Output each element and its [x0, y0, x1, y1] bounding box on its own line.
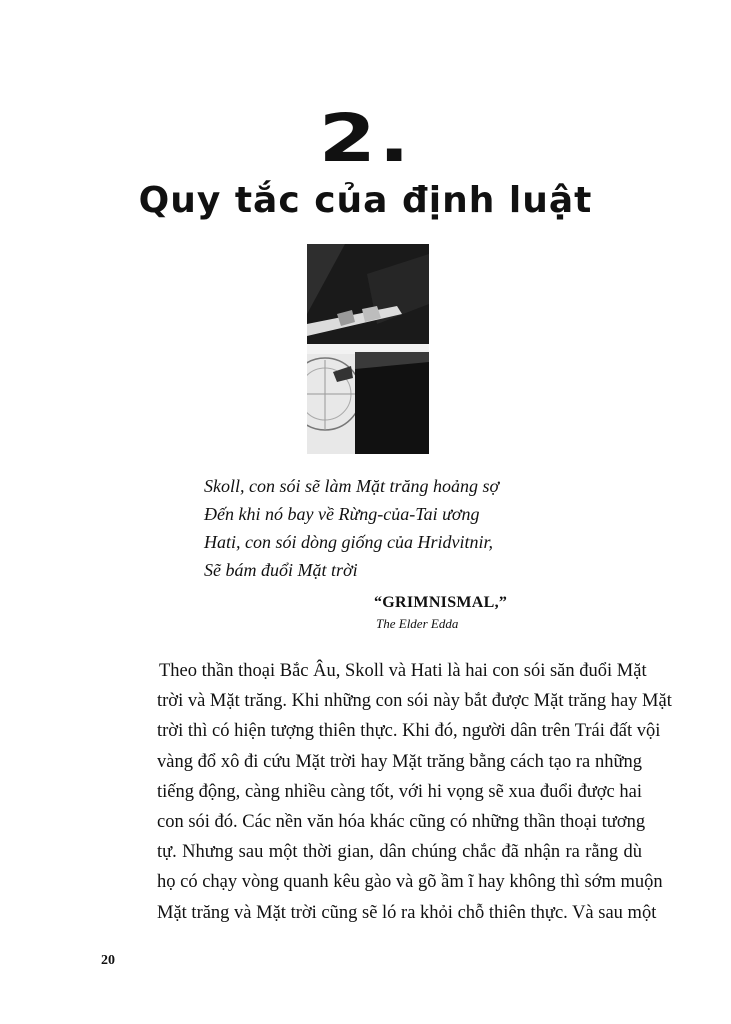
body-line: trời thì có hiện tượng thiên thực. Khi đó, người dân trên Trái đất vội: [157, 721, 661, 742]
attribution-source: “GRIMNISMAL,”: [374, 594, 508, 611]
body-line: Mặt trăng và Mặt trời cũng sẽ ló ra khỏi chỗ thiên thực. Và sau một: [157, 902, 657, 923]
epigraph-line: Đến khi nó bay về Rừng-của-Tai ương: [204, 504, 480, 524]
body-line: trời và Mặt trăng. Khi những con sói này bắt được Mặt trăng hay Mặt: [157, 691, 672, 712]
body-line: tiếng động, càng nhiều càng tốt, với hi vọng sẽ xua đuổi được hai: [157, 781, 642, 802]
epigraph: [204, 472, 584, 584]
chapter-title: Quy tắc của định luật: [138, 180, 593, 221]
chapter-number: 2.: [318, 100, 413, 177]
epigraph-line: Sẽ bám đuổi Mặt trời: [204, 560, 358, 580]
body-line: con sói đó. Các nền văn hóa khác cũng có những thần thoại tương: [157, 812, 646, 833]
page-number: 20: [101, 953, 115, 968]
body-line: vàng đổ xô đi cứu Mặt trời hay Mặt trăng bằng cách tạo ra những: [157, 751, 642, 772]
epigraph-line: Hati, con sói dòng giống của Hridvitnir,: [204, 532, 493, 552]
body-line: Theo thần thoại Bắc Âu, Skoll và Hati là hai con sói săn đuổi Mặt: [159, 661, 647, 681]
epigraph-attribution: [374, 594, 574, 632]
attribution-work: The Elder Edda: [376, 616, 459, 631]
epigraph-line: Skoll, con sói sẽ làm Mặt trăng hoảng sợ: [204, 476, 500, 496]
body-paragraph: [157, 656, 672, 928]
body-line: tự. Nhưng sau một thời gian, dân chúng chắc đã nhận ra rằng dù: [157, 842, 642, 863]
chapter-illustration: [307, 244, 429, 454]
body-line: họ có chạy vòng quanh kêu gào và gõ ầm ĩ hay không thì sớm muộn: [157, 872, 663, 893]
